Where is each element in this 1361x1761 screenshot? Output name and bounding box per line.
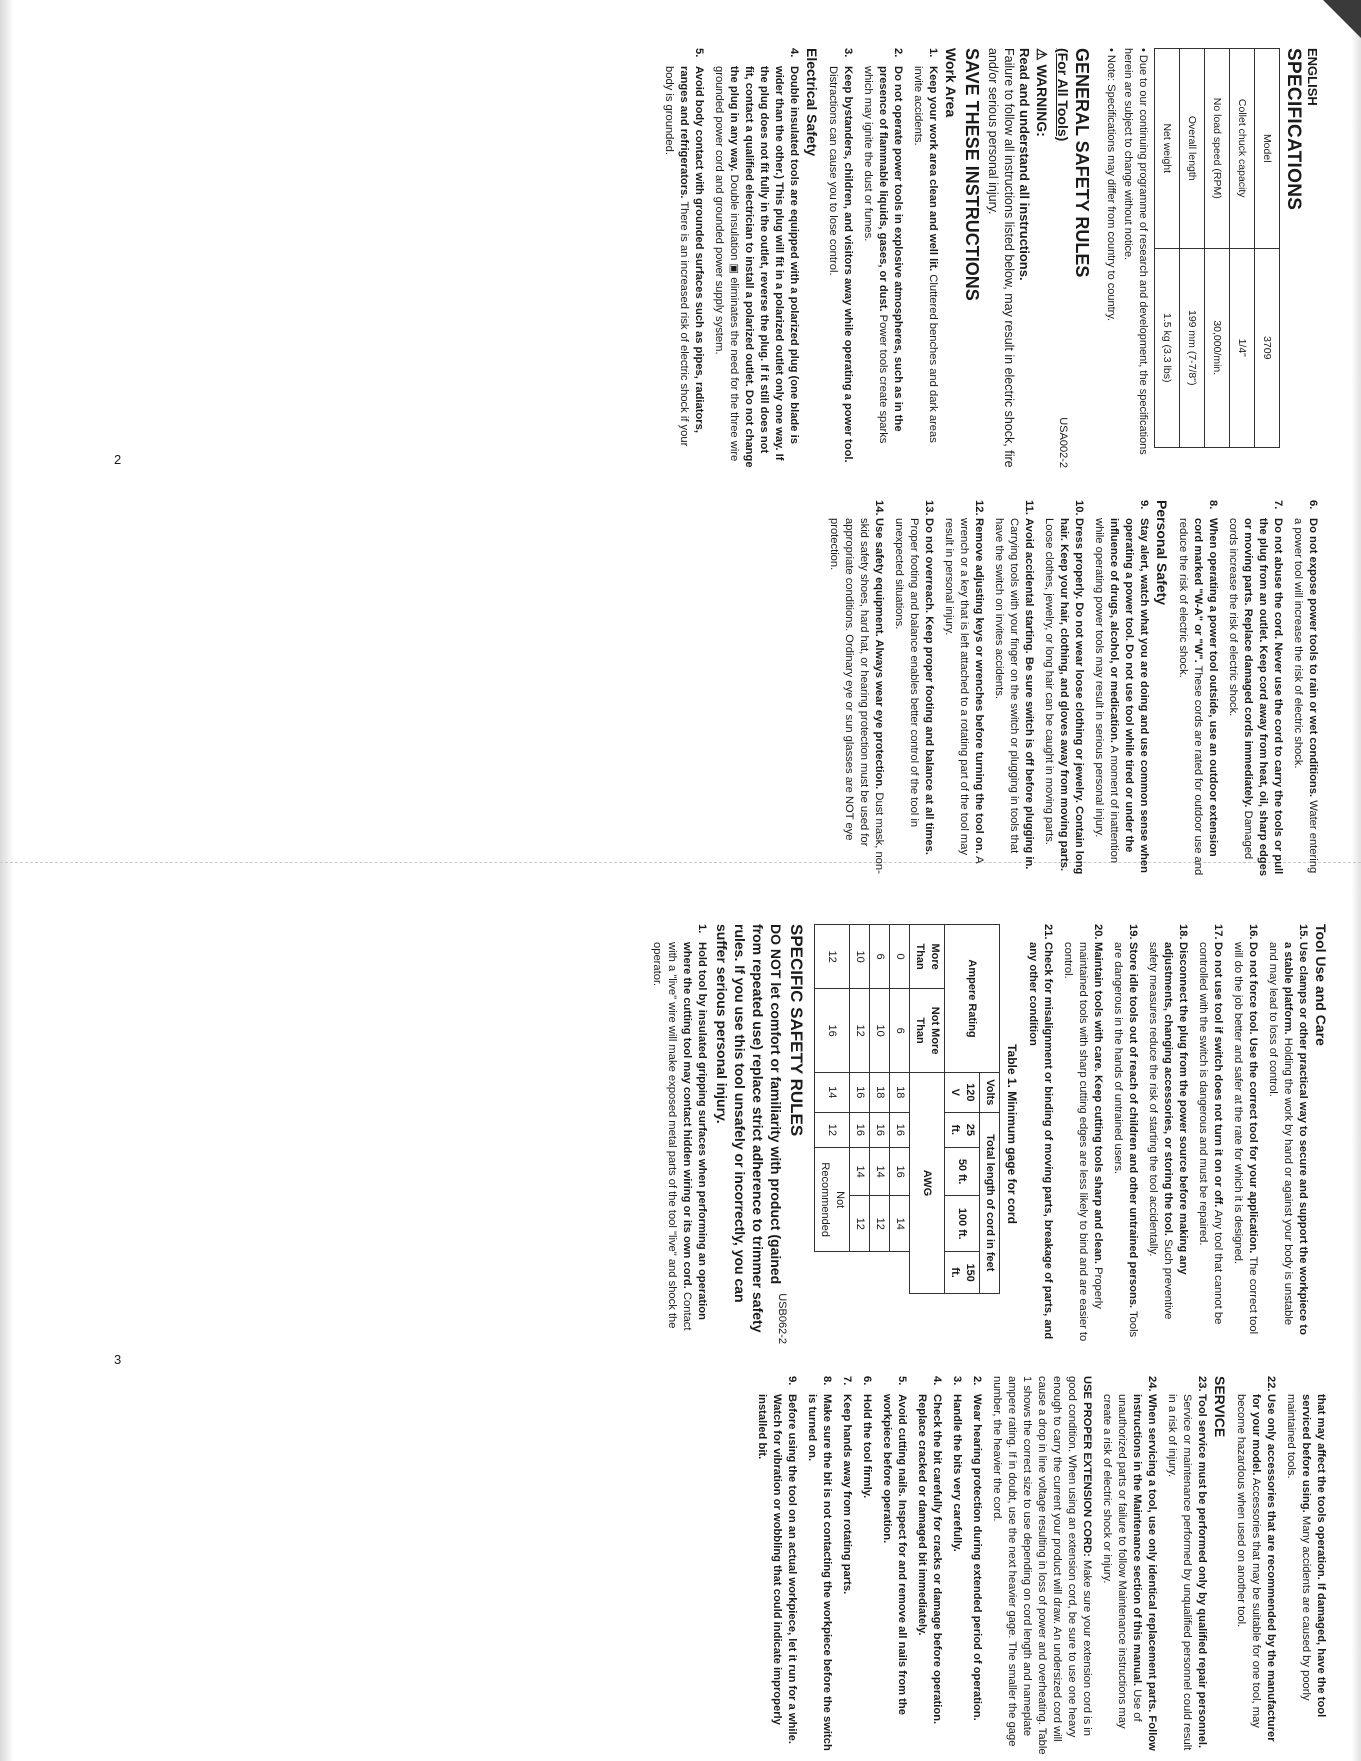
list-item [1195, 924, 1225, 1344]
spec-row [1205, 49, 1230, 448]
item-text: These cords are rated for outdoor use and reduce the risk of electric shock. [1177, 518, 1204, 876]
item-text: A wrench or a key that is left attached to a rotating part of the tool may result in personal injury. [943, 518, 985, 864]
gage-header-120v: 120 V [945, 1073, 980, 1113]
specifications-table [1154, 48, 1280, 448]
table-caption: Table 1. Minimum gage for cord [1005, 1044, 1019, 1224]
gage-length-150: 150 ft. [945, 1252, 980, 1294]
item-number: 13. [923, 500, 935, 516]
personal-safety-heading: Personal Safety [1154, 500, 1170, 606]
personal-safety-list [826, 500, 1151, 880]
item-number: 16. [1247, 924, 1259, 940]
list-item [991, 500, 1036, 880]
item-number: 19. [1127, 924, 1139, 940]
gage-cell: 16 [815, 989, 850, 1073]
spec-row [1230, 49, 1255, 448]
list-item [941, 500, 986, 880]
list-item [1025, 924, 1055, 1344]
gage-header-volts: Volts [980, 1073, 1000, 1113]
item-bold-text: that may affect the tools operation. If damaged, have the tool serviced before using. [1300, 1394, 1327, 1718]
item-bold-text: Hold tool by insulated gripping surfaces when performing an operation where the cutting tool may contact hidden wiring or its own cord. [681, 942, 708, 1320]
spec-label: Net weight [1155, 49, 1180, 249]
failure-warning: Failure to follow all instructions listed below, may result in electric shock, fire and/or serious personal injury. [986, 48, 1016, 468]
tool-use-heading: Tool Use and Care [1313, 924, 1329, 1046]
item-bold-text: Dress properly. Do not wear loose clothing or jewelry. Contain long hair. Keep your hair, clothing, and gloves away from moving parts. [1058, 518, 1085, 875]
gage-cell: 18 [870, 1073, 890, 1113]
gage-cell: 0 [890, 925, 910, 989]
general-safety-code: USA002-2 [1057, 417, 1069, 468]
spec-value: 1/4" [1230, 248, 1255, 448]
spec-value: 3709 [1255, 248, 1280, 448]
work-area-list [825, 48, 940, 468]
list-item [804, 1376, 834, 1756]
item-number: 15. [1297, 924, 1309, 940]
page-number-3: 3 [114, 1352, 122, 1367]
electrical-safety-list-cont [1175, 500, 1320, 880]
electrical-safety-list [661, 48, 801, 468]
item-number: 4. [788, 48, 800, 58]
item-bold-text: Avoid cutting nails. Inspect for and remove all nails from the workpiece before operation. [881, 1394, 908, 1715]
list-item [969, 1376, 984, 1756]
item-number: 4. [931, 1376, 943, 1386]
item-number: 24. [1146, 1376, 1158, 1392]
gage-header-total-length: Total length of cord in feet [980, 1112, 1000, 1293]
tool-use-list-cont [1233, 1376, 1328, 1756]
item-bold-text: When operating a power tool outside, use an outdoor extension cord marked "W-A" or "W". [1192, 518, 1219, 857]
item-bold-text: Keep hands away from rotating parts. [841, 1394, 853, 1595]
save-instructions-heading: SAVE THESE INSTRUCTIONS [962, 48, 982, 301]
item-bold-text: Do not overreach. Keep proper footing and balance at all times. [923, 518, 935, 855]
item-bold-text: Use clamps or other practical way to secure and support the workpiece to a stable platform. [1282, 942, 1309, 1335]
list-item [1041, 500, 1086, 880]
gage-header-ampere: Ampere Rating [945, 925, 1000, 1073]
item-bold-text: Hold the tool firmly. [861, 1394, 873, 1499]
language-label: ENGLISH [1305, 48, 1320, 106]
tool-use-list [1025, 924, 1310, 1344]
gage-cell: 12 [815, 1112, 850, 1148]
list-item [661, 48, 706, 468]
spec-row [1255, 49, 1280, 448]
spec-label: Collet chuck capacity [1230, 49, 1255, 249]
list-item [1175, 500, 1220, 880]
item-bold-text: Do not operate power tools in explosive atmospheres, such as in the presence of flammable liquids, gases, or dust. [877, 66, 904, 432]
list-item [1230, 924, 1260, 1344]
item-text: Many accidents are caused by poorly maintained tools. [1285, 1394, 1312, 1701]
gage-cell: 16 [890, 1112, 910, 1148]
gage-cell: 16 [870, 1112, 890, 1148]
gage-cell: 6 [870, 925, 890, 989]
item-number: 5. [693, 48, 705, 58]
folded-corner [1323, 0, 1361, 38]
item-bold-text: Stay alert, watch what you are doing and use common sense when operating a power tool. Do not use tool while tired or under the influence of drugs, alcohol, or medication. [1108, 518, 1150, 873]
item-bold-text: Before using the tool on an actual workpiece, let it run for a while. Watch for vibration or wobbling that could indicate improperly installed bit. [756, 1394, 798, 1744]
item-number: 23. [1196, 1376, 1208, 1392]
spec-row [1155, 49, 1180, 448]
item-bold-text: Use safety equipment. Always wear eye protection. [873, 518, 885, 790]
gage-cell: 12 [815, 925, 850, 989]
item-text: Distractions can cause you to lose control. [827, 66, 839, 276]
gage-length-25: 25 ft. [945, 1112, 980, 1148]
item-text: Tools are dangerous in the hands of untrained users. [1112, 942, 1139, 1338]
gage-cell: 12 [850, 989, 870, 1073]
warning-label: ⚠ WARNING: [1034, 48, 1050, 137]
item-number: 17. [1212, 924, 1224, 940]
item-number: 1. [927, 48, 939, 58]
list-item [825, 48, 855, 468]
page-3-column-1 [644, 924, 1328, 1344]
specific-safety-code: USB062-2 [776, 1293, 788, 1344]
spec-value: 199 mm (7-7/8") [1180, 248, 1205, 448]
item-bold-text: Remove adjusting keys or wrenches before turning the tool on. [973, 518, 985, 854]
gage-row [815, 925, 850, 1294]
item-bold-text: Avoid body contact with grounded surfaces such as pipes, radiators, ranges and refrigerators. [678, 66, 705, 433]
item-bold-text: Double insulated tools are equipped with a polarized plug (one blade is wider than the other.) This plug will fit in a polarized outlet only one way. If the plug does not fit fully in the outlet, reverse the plug. If it still does not fit, contact a qualified electrician to install a polarized outlet. Do not change the plug in any way. [728, 66, 800, 468]
list-item [914, 1376, 944, 1756]
spec-note-2: • Note: Specifications may differ from country to country. [1105, 48, 1117, 322]
specific-safety-warning: DO NOT let comfort or familiarity with product (gained from repeated use) replace strict adherence to trimmer safety rules. If you use this tool unsafely or incorrectly, you can suffer serious personal injury. [714, 924, 784, 1333]
item-number: 1. [696, 924, 708, 934]
item-number: 7. [1272, 500, 1284, 510]
item-text: Double insulation ▣ eliminates the need for the three wire grounded power cord and grounded power supply system. [713, 66, 740, 462]
spec-label: No load speed (RPM) [1205, 49, 1230, 249]
list-item [754, 1376, 799, 1756]
specifications-heading: SPECIFICATIONS [1283, 48, 1304, 211]
gage-cell: 18 [890, 1073, 910, 1113]
general-safety-heading: GENERAL SAFETY RULES [1072, 48, 1092, 278]
item-number: 22. [1265, 1376, 1277, 1392]
item-number: 9. [1138, 500, 1150, 510]
gage-cell: 14 [890, 1196, 910, 1252]
spec-row [1180, 49, 1205, 448]
gage-header-not-more-than: Not More Than [910, 989, 945, 1073]
gage-header-awg: AWG [910, 1073, 945, 1294]
gage-cell: 16 [850, 1112, 870, 1148]
spec-note-1: • Due to our continuing programme of research and development, the specifications herein are subject to change without notice. [1122, 48, 1149, 455]
list-item [826, 500, 886, 880]
item-text: Power tools create sparks which may ignite the dust or fumes. [862, 66, 889, 444]
item-number: 8. [1207, 500, 1219, 510]
list-item [910, 48, 940, 468]
gage-cell: 6 [890, 989, 910, 1073]
spec-value: 30,000/min. [1205, 248, 1230, 448]
list-item [839, 1376, 854, 1756]
list-item [1060, 924, 1105, 1344]
list-item [1283, 1376, 1328, 1756]
item-bold-text: Do not abuse the cord. Never use the cord to carry the tools or pull the plug from an outlet. Keep cord away from heat, oil, sharp edges or moving parts. Replace damaged cords immediately. [1242, 518, 1284, 877]
item-number: 3. [842, 48, 854, 58]
page-2-column-2 [821, 500, 1320, 880]
gage-cell: 16 [850, 1073, 870, 1113]
electrical-safety-heading: Electrical Safety [804, 48, 820, 157]
gage-header-more-than: More Than [910, 925, 945, 989]
list-item [860, 48, 905, 468]
item-number: 8. [821, 1376, 833, 1386]
list-item [1225, 500, 1285, 880]
gage-row [850, 925, 870, 1294]
gage-cell: 14 [815, 1073, 850, 1113]
list-item [1110, 924, 1140, 1344]
list-item [1265, 924, 1310, 1344]
item-text: There is an increased risk of electric shock if your body is grounded. [663, 66, 690, 447]
service-heading: SERVICE [1212, 1376, 1228, 1438]
list-item [859, 1376, 874, 1756]
gage-length-50: 50 ft. [945, 1148, 980, 1196]
item-bold-text: Store idle tools out of reach of children and other untrained persons. [1127, 942, 1139, 1309]
item-number: 7. [841, 1376, 853, 1386]
list-item [891, 500, 936, 880]
item-text: Carrying tools with your finger on the switch or plugging in tools that have the switch on invites accidents. [993, 518, 1020, 854]
item-bold-text: Do not use tool if switch does not turn it on or off. [1212, 942, 1224, 1208]
gage-row [870, 925, 890, 1294]
item-bold-text: Do not expose power tools to rain or wet conditions. [1307, 518, 1319, 798]
page-2 [30, 48, 1320, 888]
item-number: 18. [1177, 924, 1189, 940]
item-text: Such preventive safety measures reduce the risk of starting the tool accidentally. [1147, 942, 1174, 1320]
scan-edge-left [0, 0, 14, 1761]
read-all-instructions: Read and understand all instructions. [1017, 48, 1032, 281]
spec-label: Overall length [1180, 49, 1205, 249]
page-number-2: 2 [114, 452, 122, 467]
item-text: Accessories that may be suitable for one tool, may become hazardous when used on another tool. [1235, 1394, 1262, 1728]
item-text: Cluttered benches and dark areas invite accidents. [912, 66, 939, 443]
item-bold-text: When servicing a tool, use only identical replacement parts. Follow instructions in the Maintenance section of this manual. [1131, 1394, 1158, 1751]
page-3-column-2 [749, 1376, 1328, 1756]
item-number: 10. [1073, 500, 1085, 516]
specific-safety-list [649, 924, 709, 1344]
minimum-gage-table [814, 924, 1000, 1294]
list-item [949, 1376, 964, 1756]
item-text: A moment of inattention while operating power tools may result in serious personal injury. [1093, 518, 1120, 864]
spec-label: Model [1255, 49, 1280, 249]
item-text: Holding the work by hand or against your body is unstable and may lead to loss of control. [1267, 942, 1294, 1326]
item-text: The correct tool will do the job better and safer at the rate for which it is designed. [1232, 942, 1259, 1335]
list-item [649, 924, 709, 1344]
item-bold-text: Avoid accidental starting. Be sure switch is off before plugging in. [1023, 518, 1035, 870]
gage-cell: 10 [870, 989, 890, 1073]
for-all-tools-label: (For All Tools) [1055, 48, 1071, 142]
gage-row [890, 925, 910, 1294]
page-2-column-1 [656, 48, 1320, 468]
page-3 [38, 924, 1328, 1754]
item-bold-text: Wear hearing protection during extended period of operation. [971, 1394, 983, 1721]
item-number: 2. [971, 1376, 983, 1386]
item-bold-text: Keep bystanders, children, and visitors away while operating a power tool. [842, 66, 854, 463]
item-text: Properly maintained tools with sharp cutting edges are less likely to bind and are easier to control. [1062, 942, 1104, 1342]
item-text: Use of unauthorized parts or failure to follow Maintenance instructions may create a risk of electric shock or injury. [1101, 1394, 1143, 1729]
spec-value: 1.5 kg (3.3 lbs) [1155, 248, 1180, 448]
item-number: 5. [896, 1376, 908, 1386]
scan-edge-right [1351, 0, 1361, 1761]
list-item [879, 1376, 909, 1756]
item-number: 20. [1092, 924, 1104, 940]
item-bold-text: Make sure the bit is not contacting the workpiece before the switch is turned on. [806, 1394, 833, 1751]
item-number: 6. [861, 1376, 873, 1386]
item-number: 9. [786, 1376, 798, 1386]
list-item [1099, 1376, 1159, 1756]
item-text: Any tool that cannot be controlled with the switch is dangerous and must be repaired. [1197, 942, 1224, 1325]
item-bold-text: Check the bit carefully for cracks or damage before operation. Replace cracked or damaged bit immediately. [916, 1394, 943, 1725]
item-text: Damaged cords increase the risk of electric shock. [1227, 518, 1254, 860]
gage-cell: Not Recommended [815, 1148, 850, 1252]
item-bold-text: Handle the bits very carefully. [951, 1394, 963, 1552]
item-text: Dust mask, non-skid safety shoes, hard hat, or hearing protection must be used for appropriate conditions. Ordinary eye or sun glasses are NOT eye protection. [828, 518, 885, 874]
gage-cell: 16 [890, 1148, 910, 1196]
list-item [1233, 1376, 1278, 1756]
item-number: 11. [1023, 500, 1035, 515]
item-text: Loose clothes, jewelry, or long hair can be caught in moving parts. [1043, 518, 1055, 845]
list-item [711, 48, 801, 468]
gage-cell: 14 [870, 1148, 890, 1196]
item-number: 2. [892, 48, 904, 58]
gage-cell: 10 [850, 925, 870, 989]
gage-cell: 12 [870, 1196, 890, 1252]
item-number: 21. [1042, 924, 1054, 940]
gage-cell: 14 [850, 1148, 870, 1196]
specific-safety-list-cont [754, 1376, 984, 1756]
list-item [1145, 924, 1190, 1344]
service-list [1099, 1376, 1209, 1756]
item-text: Contact with a "live" wire will make exposed metal parts of the tool "live" and shock the operator. [651, 942, 693, 1331]
item-bold-text: Disconnect the plug from the power source before making any adjustments, changing accessories, or storing the tool. [1162, 942, 1189, 1275]
work-area-heading: Work Area [943, 48, 959, 118]
item-number: 3. [951, 1376, 963, 1386]
gage-cell: 12 [850, 1196, 870, 1252]
list-item [1290, 500, 1320, 880]
list-item [1164, 1376, 1209, 1756]
item-bold-text: Tool service must be performed only by qualified repair personnel. [1196, 1394, 1208, 1749]
item-bold-text: Check for misalignment or binding of moving parts, breakage of parts, and any other condition [1027, 942, 1054, 1340]
extension-cord-note: USE PROPER EXTENSION CORD: Make sure your extension cord is in good condition. When using an extension cord, be sure to use one heavy enough to carry the current your product will draw. An undersized cord will cause a drop in line voltage resulting in loss of power and overheating. Table 1 shows the correct size to use depending on cord length and nameplate ampere rating. If in doubt, use the next heavier gage. The smaller the gage number, the heavier the cord. [991, 1376, 1093, 1755]
item-text: Water entering a power tool will increase the risk of electric shock. [1292, 518, 1319, 874]
item-number: 6. [1307, 500, 1319, 510]
item-number: 14. [873, 500, 885, 516]
specific-safety-heading: SPECIFIC SAFETY RULES [787, 924, 806, 1137]
list-item [1091, 500, 1151, 880]
item-bold-text: Keep your work area clean and well lit. [927, 66, 939, 272]
item-bold-text: Maintain tools with care. Keep cutting tools sharp and clean. [1092, 942, 1104, 1265]
item-text: Proper footing and balance enables better control of the tool in unexpected situations. [893, 518, 920, 828]
item-bold-text: Do not force tool. Use the correct tool for your application. [1247, 942, 1259, 1254]
item-number: 12. [973, 500, 985, 516]
item-text: Service or maintenance performed by unqualified personnel could result in a risk of injury. [1166, 1394, 1193, 1751]
item-bold-text: Use only accessories that are recommended by the manufacturer for your model. [1250, 1394, 1277, 1742]
gage-length-100: 100 ft. [945, 1196, 980, 1252]
